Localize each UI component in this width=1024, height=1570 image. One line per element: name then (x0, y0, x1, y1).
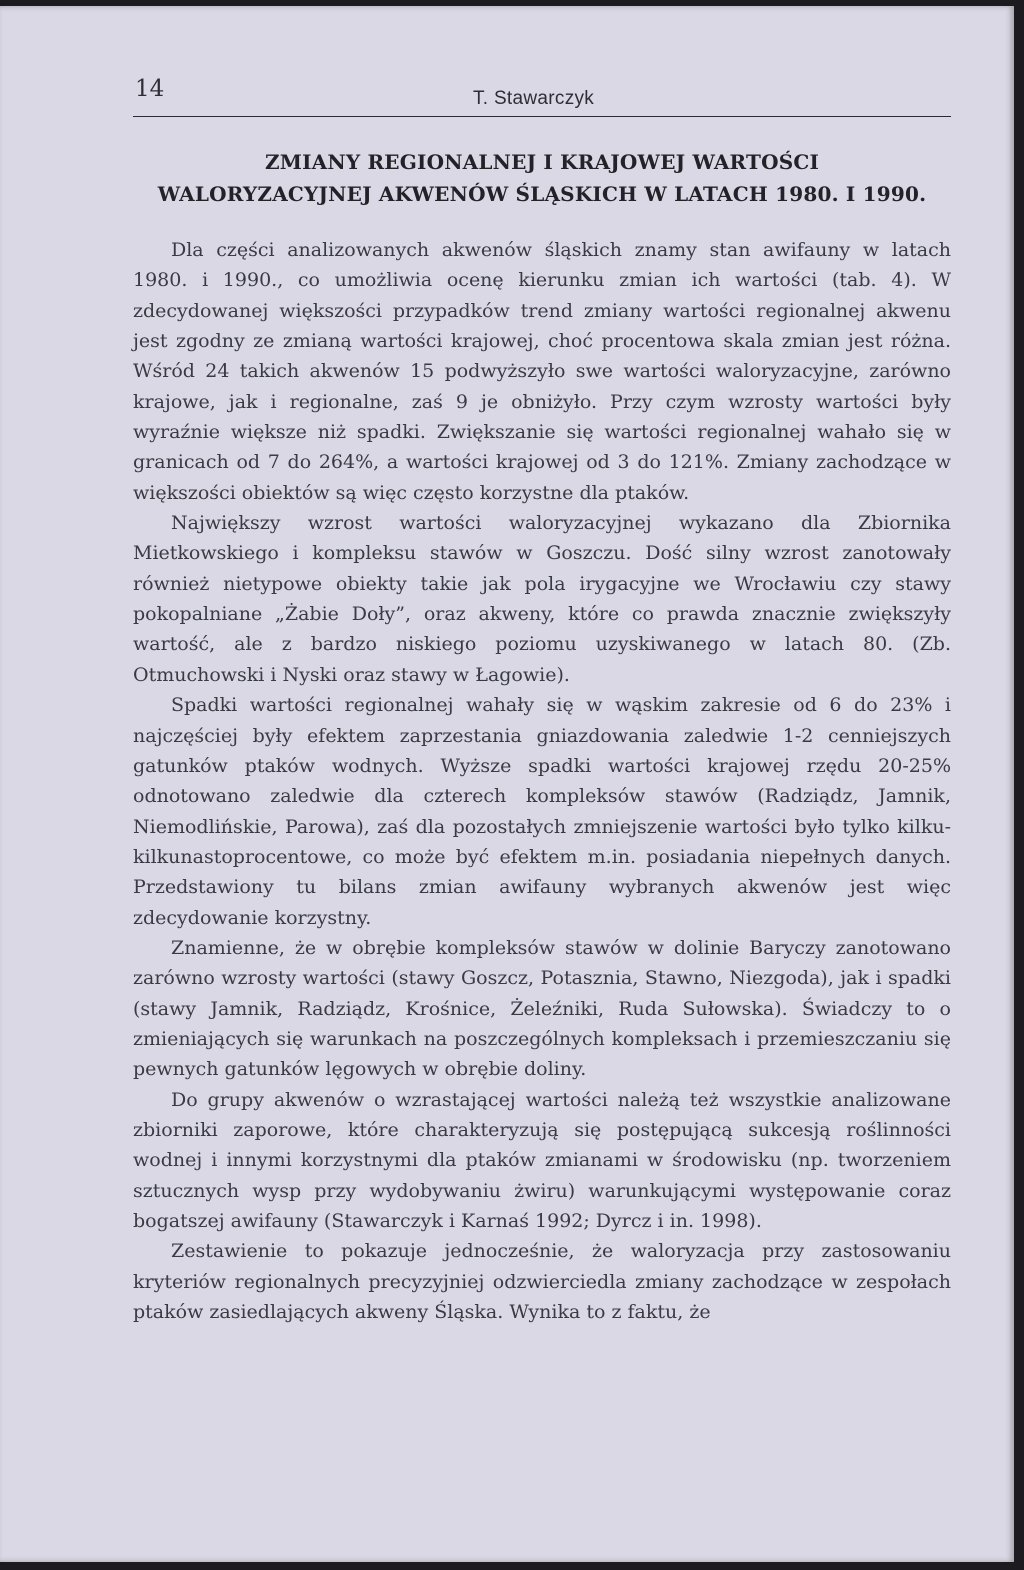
running-head-author: T. Stawarczyk (473, 88, 595, 109)
page-number: 14 (135, 76, 165, 102)
section-title-line-1: ZMIANY REGIONALNEJ I KRAJOWEJ WARTOŚCI (264, 150, 820, 174)
paragraph: Dla części analizowanych akwenów śląskich znamy stan awifauny w latach 1980. i 1990., co umożliwia ocenę kierunku zmian ich wartości (tab. 4). W zdecydowanej większości przypadków trend zmiany wartości regionalnej akwenu jest zgodny ze zmianą wartości krajowej, choć procentowa skala zmian jest różna. Wśród 24 takich akwenów 15 podwyższyło swe wartości waloryzacyjne, zarówno krajowe, jak i regionalne, zaś 9 je obniżyło. Przy czym wzrosty wartości były wyraźnie większe niż spadki. Zwiększanie się wartości regionalnej wahało się w granicach od 7 do 264%, a wartości krajowej od 3 do 121%. Zmiany zachodzące w większości obiektów są więc często korzystne dla ptaków. (133, 239, 951, 504)
paragraph: Spadki wartości regionalnej wahały się w wąskim zakresie od 6 do 23% i najczęściej były efektem zaprzestania gniazdowania zaledwie 1-2 cenniejszych gatunków ptaków wodnych. Wyższe spadki wartości krajowej rzędu 20-25% odnotowano zaledwie dla czterech kompleksów stawów (Radziądz, Jamnik, Niemodlińskie, Parowa), zaś dla pozostałych zmniejszenie wartości było tylko kilku-kilkunastoprocentowe, co może być efektem m.in. posiadania niepełnych danych. Przedstawiony tu bilans zmian awifauny wybranych akwenów jest więc zdecydowanie korzystny. (133, 694, 951, 929)
body-text (133, 235, 951, 1327)
paragraph: Zestawienie to pokazuje jednocześnie, że waloryzacja przy zastosowaniu kryteriów regionalnych precyzyjniej odzwierciedla zmiany zachodzące w zespołach ptaków zasiedlających akweny Śląska. Wynika to z faktu, że (133, 1240, 951, 1324)
paragraph: Do grupy akwenów o wzrastającej wartości należą też wszystkie analizowane zbiorniki zaporowe, które charakteryzują się postępującą sukcesją roślinności wodnej i innymi korzystnymi dla ptaków zmianami w środowisku (np. tworzeniem sztucznych wysp przy wydobywaniu żwiru) warunkującymi występowanie coraz bogatszej awifauny (Stawarczyk i Karnaś 1992; Dyrcz i in. 1998). (133, 1088, 951, 1232)
paragraph: Znamienne, że w obrębie kompleksów stawów w dolinie Baryczy zanotowano zarówno wzrosty wartości (stawy Goszcz, Potasznia, Stawno, Niezgoda), jak i spadki (stawy Jamnik, Radziądz, Krośnice, Żeleźniki, Ruda Sułowska). Świadczy to o zmieniających się warunkach na poszczególnych kompleksach i przemieszczaniu się pewnych gatunków lęgowych w obrębie doliny. (133, 936, 951, 1081)
paragraph: Największy wzrost wartości waloryzacyjnej wykazano dla Zbiornika Mietkowskiego i kompleksu stawów w Goszczu. Dość silny wzrost zanotowały również nietypowe obiekty takie jak pola irygacyjne we Wrocławiu czy stawy pokopalniane „Żabie Doły”, oraz akweny, które co prawda znacznie zwiększyły wartość, ale z bardzo niskiego poziomu uzyskiwanego w latach 80. (Zb. Otmuchowski i Nyski oraz stawy w Łagowie). (133, 512, 951, 686)
document-page (0, 6, 1014, 1562)
section-title (133, 146, 951, 210)
section-title-line-2: WALORYZACYJNEJ AKWENÓW ŚLĄSKICH W LATACH 1980. I 1990. (157, 182, 927, 206)
page-header (133, 72, 951, 117)
